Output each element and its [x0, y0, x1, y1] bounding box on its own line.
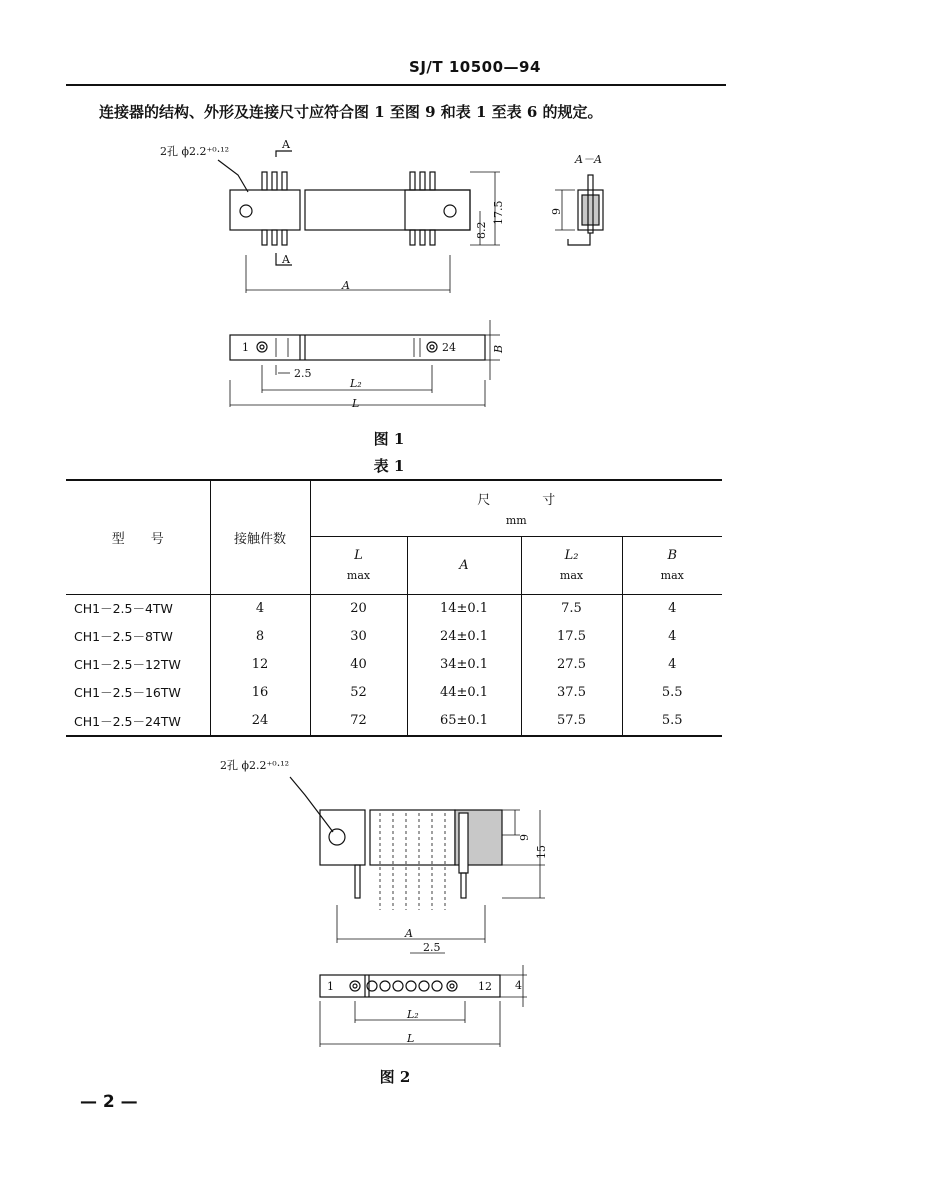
cell-l: 72	[310, 706, 407, 736]
header-a	[407, 536, 521, 594]
header-b	[622, 536, 722, 594]
cell-contacts: 8	[210, 622, 310, 650]
fig2-dim-l: L	[407, 1032, 415, 1045]
cell-model: CH1－2.5－4TW	[74, 601, 173, 617]
header-dimensions-label: 尺 寸	[477, 493, 556, 509]
cell-b: 5.5	[622, 706, 722, 736]
table-1	[66, 479, 722, 737]
cell-b: 5.5	[622, 678, 722, 706]
header-l-max: max	[346, 569, 371, 582]
cell-model: CH1－2.5－12TW	[74, 657, 181, 672]
header-a-label: A	[459, 557, 469, 573]
fig2-dim-l2: L₂	[407, 1008, 419, 1021]
header-b-max: max	[660, 569, 684, 582]
header-l2-max: max	[559, 569, 584, 582]
cell-l: 30	[310, 622, 407, 650]
figure-2-drawing	[215, 755, 555, 1055]
header-contacts: 接触件数	[210, 480, 310, 594]
cell-l: 40	[310, 650, 407, 678]
cell-a: 34±0.1	[407, 650, 521, 678]
cell-contacts: 12	[210, 650, 310, 678]
cell-contacts: 24	[210, 706, 310, 736]
fig1-dim-8-2: 8.2	[475, 221, 488, 239]
fig1-section-view-label: A－A	[575, 153, 602, 166]
fig2-body	[370, 810, 455, 865]
cell-a: 14±0.1	[407, 594, 521, 622]
cell-model: CH1－2.5－24TW	[66, 706, 210, 736]
page-number: — 2 —	[80, 1092, 138, 1112]
header-l2-label: L₂	[564, 548, 579, 563]
fig1-dim-a: A	[342, 279, 350, 292]
fig2-dim-9: 9	[518, 834, 531, 841]
fig2-end-left	[320, 810, 365, 865]
cell-l: 20	[310, 594, 407, 622]
cell-a: 44±0.1	[407, 678, 521, 706]
fig2-dim-4: 4	[515, 979, 522, 992]
cell-model: CH1－2.5－8TW	[74, 629, 173, 644]
fig1-dim-b: B	[492, 344, 505, 353]
figure-2-caption: 图 2	[379, 1068, 411, 1086]
fig1-section-mark-top: A	[282, 138, 290, 151]
cell-contacts: 16	[210, 678, 310, 706]
cell-a: 24±0.1	[407, 622, 521, 650]
fig1-dim-pitch: 2.5	[294, 367, 312, 380]
fig2-mount-hole	[329, 829, 345, 845]
fig2-bottom-view	[320, 975, 500, 997]
fig1-contact-last: 24	[442, 341, 456, 354]
fig1-dim-l: L	[352, 397, 360, 410]
fig1-mount-hole-left	[240, 205, 252, 217]
fig1-body-mid	[305, 190, 470, 230]
cell-b: 4	[622, 594, 722, 622]
header-l2	[521, 536, 622, 594]
fig2-contact-first: 1	[327, 980, 334, 993]
fig1-contact-first: 1	[242, 341, 249, 354]
cell-l2: 57.5	[521, 706, 622, 736]
standard-code: SJ/T 10500—94	[409, 58, 541, 76]
fig1-mount-hole-right	[444, 205, 456, 217]
fig2-contact-last: 12	[478, 980, 492, 993]
cell-l2: 7.5	[521, 594, 622, 622]
cell-a: 65±0.1	[407, 706, 521, 736]
fig1-dim-9: 9	[550, 208, 563, 215]
table-row	[66, 678, 722, 706]
fig1-dim-l2: L₂	[350, 377, 362, 390]
table-1-caption: 表 1	[373, 457, 405, 475]
table-row	[66, 706, 722, 736]
fig1-hole-note: 2孔 ϕ2.2⁺⁰·¹²	[160, 145, 230, 158]
cell-l2: 27.5	[521, 650, 622, 678]
cell-b: 4	[622, 650, 722, 678]
header-dimensions	[310, 480, 722, 536]
header-l-label: L	[354, 548, 363, 563]
header-model: 型 号	[66, 480, 210, 594]
intro-text: 连接器的结构、外形及连接尺寸应符合图 1 至图 9 和表 1 至表 6 的规定。	[99, 103, 603, 121]
figure-1-caption: 图 1	[373, 430, 405, 448]
header-l	[310, 536, 407, 594]
fig1-section-mark-bottom: A	[282, 253, 290, 266]
fig2-dim-a: A	[405, 927, 413, 940]
cell-l: 52	[310, 678, 407, 706]
cell-model: CH1－2.5－16TW	[74, 685, 181, 700]
cell-l2: 37.5	[521, 678, 622, 706]
cell-contacts: 4	[210, 594, 310, 622]
fig2-dim-pitch: 2.5	[423, 941, 441, 954]
fig2-dim-15: 15	[535, 845, 548, 859]
fig2-hole-note: 2孔 ϕ2.2⁺⁰·¹²	[220, 759, 290, 772]
table-row	[66, 594, 722, 622]
cell-b: 4	[622, 622, 722, 650]
table-row	[66, 622, 722, 650]
figure-1-drawing	[150, 135, 630, 425]
header-b-label: B	[667, 548, 678, 563]
cell-l2: 17.5	[521, 622, 622, 650]
header-rule	[66, 84, 726, 86]
fig1-dim-17-5: 17.5	[492, 200, 505, 225]
table-row	[66, 650, 722, 678]
header-unit: mm	[505, 514, 527, 528]
